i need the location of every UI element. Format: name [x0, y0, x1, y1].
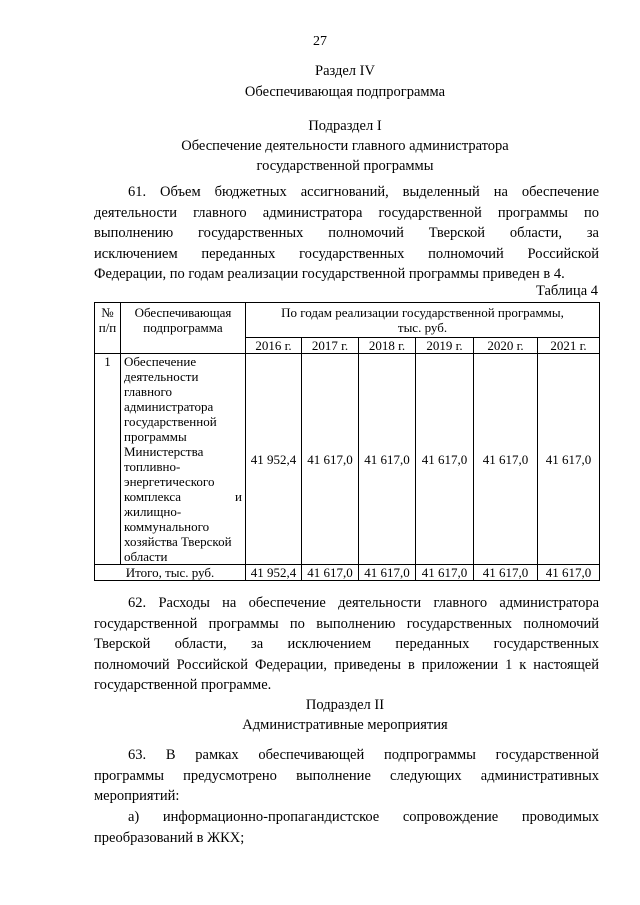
- row-num: 1: [95, 354, 121, 565]
- table-row: [95, 354, 600, 565]
- total-value: 41 952,4: [246, 565, 302, 581]
- row-value: 41 952,4: [246, 354, 302, 565]
- subsection2-name: Административные мероприятия: [242, 717, 448, 733]
- program-line: главного: [124, 384, 173, 399]
- program-line: комплекса и: [124, 489, 242, 504]
- table-total-row: [95, 565, 600, 581]
- year-header: 2021 г.: [538, 338, 600, 354]
- program-line: коммунального: [124, 519, 210, 534]
- header-num: № п/п: [95, 303, 121, 354]
- subsection1-name-line2: государственной программы: [256, 158, 434, 174]
- paragraph-62-line: государственной программы по выполнению государственных полномочий: [94, 615, 599, 632]
- program-line: жилищно-: [124, 504, 182, 519]
- paragraph-62: [94, 593, 599, 696]
- row-value: 41 617,0: [474, 354, 538, 565]
- paragraph-62-line: Тверской области, за исключением переданных государственных: [94, 636, 599, 652]
- total-value: 41 617,0: [302, 565, 359, 581]
- paragraph-63: [94, 745, 599, 807]
- paragraph-62-line: 62. Расходы на обеспечение деятельности главного администратора: [128, 595, 599, 611]
- header-program: Обеспечивающая подпрограмма: [121, 303, 246, 354]
- section-subtitle: Обеспечивающая подпрограмма: [244, 84, 446, 100]
- program-line: энергетического: [124, 474, 215, 489]
- year-header: 2016 г.: [246, 338, 302, 354]
- row-value: 41 617,0: [538, 354, 600, 565]
- program-line: администратора: [124, 399, 214, 414]
- row-value: 41 617,0: [416, 354, 474, 565]
- page-number: 27: [313, 34, 327, 49]
- paragraph-61-line: исключением переданных государственных полномочий Российской: [94, 245, 599, 262]
- header-years: По годам реализации государственной программы, тыс. руб.: [246, 303, 600, 338]
- list-item-a: [94, 807, 599, 848]
- program-line: программы: [124, 429, 187, 444]
- paragraph-62-line: полномочий Российской Федерации, приведены в приложении 1 к настоящей: [94, 656, 599, 673]
- list-item-a-line: а) информационно-пропагандистское сопровождение проводимых: [128, 809, 599, 825]
- paragraph-63-line: 63. В рамках обеспечивающей подпрограммы государственной: [128, 747, 599, 763]
- table-header-row: [95, 303, 600, 338]
- paragraph-61-line: деятельности главного администратора государственной программы по: [94, 204, 599, 221]
- paragraph-61: [94, 182, 599, 285]
- program-line: государственной: [124, 414, 217, 429]
- paragraph-63-line: программы предусмотрено выполнение следующих административных: [94, 767, 599, 784]
- paragraph-61-line: выполнению государственных полномочий Тверской области, за: [94, 225, 599, 241]
- subsection1-title: Подраздел I: [308, 118, 382, 134]
- year-header: 2017 г.: [302, 338, 359, 354]
- row-value: 41 617,0: [302, 354, 359, 565]
- section-title: Раздел IV: [315, 63, 375, 79]
- table-caption: Таблица 4: [535, 283, 598, 299]
- program-line: деятельности: [124, 369, 199, 384]
- program-line: топливно-: [124, 459, 181, 474]
- row-program: [121, 354, 246, 565]
- paragraph-62-line: государственной программе.: [94, 677, 272, 693]
- subsection2-title: Подраздел II: [305, 697, 385, 713]
- paragraph-63-line: мероприятий:: [94, 788, 180, 804]
- year-header: 2019 г.: [416, 338, 474, 354]
- program-line: Обеспечение: [124, 354, 197, 369]
- subsection1-name-line1: Обеспечение деятельности главного администратора: [181, 138, 509, 154]
- total-value: 41 617,0: [538, 565, 600, 581]
- list-item-a-line: преобразований в ЖКХ;: [94, 829, 245, 846]
- total-value: 41 617,0: [474, 565, 538, 581]
- program-line: области: [124, 549, 168, 564]
- total-value: 41 617,0: [416, 565, 474, 581]
- paragraph-61-line: Федерации, по годам реализации государственной программы приведен в 4.: [94, 266, 565, 282]
- total-value: 41 617,0: [359, 565, 416, 581]
- budget-table: [94, 302, 600, 581]
- total-label: Итого, тыс. руб.: [95, 565, 246, 581]
- year-header: 2020 г.: [474, 338, 538, 354]
- row-value: 41 617,0: [359, 354, 416, 565]
- paragraph-61-line: 61. Объем бюджетных ассигнований, выделенный на обеспечение: [128, 184, 599, 200]
- year-header: 2018 г.: [359, 338, 416, 354]
- program-line: хозяйства Тверской: [124, 534, 232, 549]
- program-line: Министерства: [124, 444, 204, 459]
